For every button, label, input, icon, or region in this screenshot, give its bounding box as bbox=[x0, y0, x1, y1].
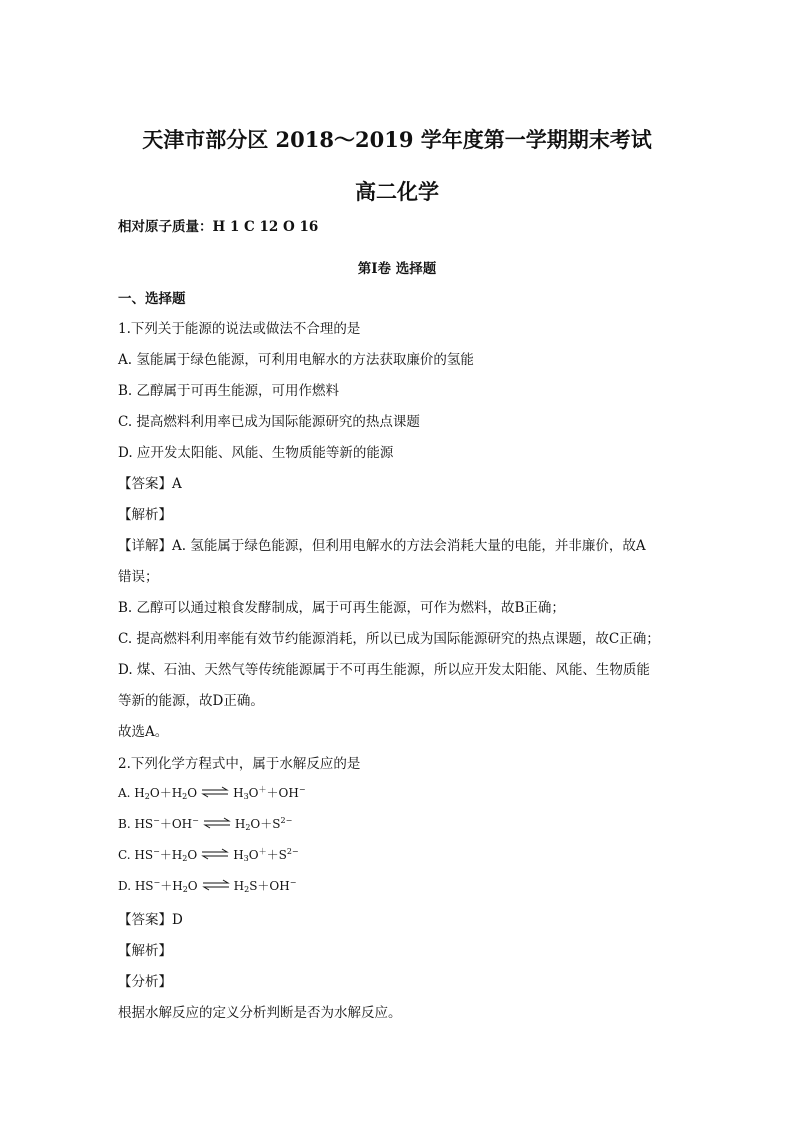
equation-rhs-part: H bbox=[234, 817, 246, 831]
question-2-option bbox=[118, 846, 299, 863]
equation-rhs-part: O＋S bbox=[250, 817, 281, 831]
part-heading: 一、选择题 bbox=[118, 291, 186, 307]
equation-rhs-part: 2 bbox=[245, 823, 251, 832]
equation-rhs-part: − bbox=[289, 878, 297, 887]
equation-lhs-part: ＋OH bbox=[159, 817, 193, 831]
equation-rhs-part: 2− bbox=[286, 847, 299, 856]
equation-lhs-part: O＋H bbox=[149, 786, 183, 800]
equation-rhs-part: H bbox=[233, 786, 244, 800]
equation-lhs-part: 2 bbox=[144, 792, 150, 801]
question-1-stem: 1.下列关于能源的说法或做法不合理的是 bbox=[118, 321, 361, 337]
equation-rhs-part: 2− bbox=[280, 816, 293, 825]
equation-rhs-part: ＋ bbox=[258, 785, 267, 794]
equation-lhs-part: 2 bbox=[182, 854, 188, 863]
question-2-note: 根据水解反应的定义分析判断是否为水解反应。 bbox=[118, 1005, 402, 1021]
question-2-option bbox=[118, 815, 292, 832]
question-1-detail-line: 错误； bbox=[118, 569, 159, 585]
equation-lhs-part: HS bbox=[134, 848, 154, 862]
equation-lhs-part: HS bbox=[134, 879, 154, 893]
equation-rhs-part: ＋ bbox=[258, 847, 267, 856]
equilibrium-arrow-icon bbox=[201, 848, 229, 860]
equilibrium-arrow-icon bbox=[201, 786, 229, 798]
equation-rhs-part: 3 bbox=[243, 854, 249, 863]
equation-lhs-part: O bbox=[187, 879, 198, 893]
option-label: C. bbox=[118, 848, 135, 862]
question-1-detail-line: 等新的能源，故D正确。 bbox=[118, 693, 264, 709]
question-1-option-c: C. 提高燃料利用率已成为国际能源研究的热点课题 bbox=[118, 414, 420, 430]
equation-lhs-part: − bbox=[153, 847, 160, 856]
equation-rhs-part: ＋OH bbox=[266, 786, 299, 800]
equation-lhs-part: 2 bbox=[182, 885, 188, 894]
equation-lhs-part: HS bbox=[134, 817, 154, 831]
question-1-detail-line: 【详解】A. 氢能属于绿色能源，但利用电解水的方法会消耗大量的电能，并非廉价，故A bbox=[118, 538, 646, 554]
option-label: B. bbox=[118, 817, 135, 831]
equation-rhs-part: ＋S bbox=[266, 848, 287, 862]
question-1-conclusion: 故选A。 bbox=[118, 724, 169, 740]
question-1-detail-line: D. 煤、石油、天然气等传统能源属于不可再生能源，所以应开发太阳能、风能、生物质能 bbox=[118, 662, 650, 678]
question-2-option bbox=[118, 784, 306, 801]
question-1-option-b: B. 乙醇属于可再生能源，可用作燃料 bbox=[118, 383, 340, 399]
equation-rhs-part: H bbox=[233, 848, 244, 862]
equation-rhs-part: 3 bbox=[243, 792, 249, 801]
equation-lhs-part: H bbox=[134, 786, 145, 800]
equation-rhs-part: O bbox=[248, 848, 259, 862]
question-1-analysis-label: 【解析】 bbox=[118, 507, 172, 523]
question-1-answer: 【答案】A bbox=[118, 476, 182, 492]
equation-rhs-part: − bbox=[298, 785, 306, 794]
equation-rhs-part: H bbox=[233, 879, 245, 893]
option-label: D. bbox=[118, 879, 135, 893]
equation-lhs-part: − bbox=[153, 816, 160, 825]
equation-lhs-part: − bbox=[192, 816, 199, 825]
equation-rhs-part: S＋OH bbox=[249, 879, 290, 893]
question-2-answer: 【答案】D bbox=[118, 912, 183, 928]
equilibrium-arrow-icon bbox=[202, 879, 230, 891]
equation-rhs-part: 2 bbox=[244, 885, 250, 894]
exam-title: 天津市部分区 2018～2019 学年度第一学期期末考试 bbox=[142, 127, 652, 152]
volume-heading: 第Ⅰ卷 选择题 bbox=[357, 261, 437, 277]
question-2-stem: 2.下列化学方程式中，属于水解反应的是 bbox=[118, 756, 361, 772]
question-1-option-d: D. 应开发太阳能、风能、生物质能等新的能源 bbox=[118, 445, 394, 461]
equation-lhs-part: ＋H bbox=[160, 879, 183, 893]
equation-lhs-part: − bbox=[153, 878, 161, 887]
equation-lhs-part: 2 bbox=[182, 792, 188, 801]
exam-subject: 高二化学 bbox=[355, 179, 439, 204]
question-2-option bbox=[118, 877, 296, 894]
question-2-analysis-label: 【解析】 bbox=[118, 943, 172, 959]
question-1-detail-line: B. 乙醇可以通过粮食发酵制成，属于可再生能源，可作为燃料，故B正确； bbox=[118, 600, 565, 616]
equilibrium-arrow-icon bbox=[203, 817, 231, 829]
equation-lhs-part: O bbox=[187, 848, 198, 862]
atomic-mass-line: 相对原子质量：H 1 C 12 O 16 bbox=[118, 219, 319, 235]
question-2-method-label: 【分析】 bbox=[118, 974, 172, 990]
equation-lhs-part: ＋H bbox=[159, 848, 183, 862]
equation-rhs-part: O bbox=[248, 786, 259, 800]
equation-lhs-part: O bbox=[187, 786, 198, 800]
option-label: A. bbox=[118, 786, 135, 800]
question-1-detail-line: C. 提高燃料利用率能有效节约能源消耗，所以已成为国际能源研究的热点课题，故C正确； bbox=[118, 631, 660, 647]
question-1-option-a: A. 氢能属于绿色能源，可利用电解水的方法获取廉价的氢能 bbox=[118, 352, 474, 368]
